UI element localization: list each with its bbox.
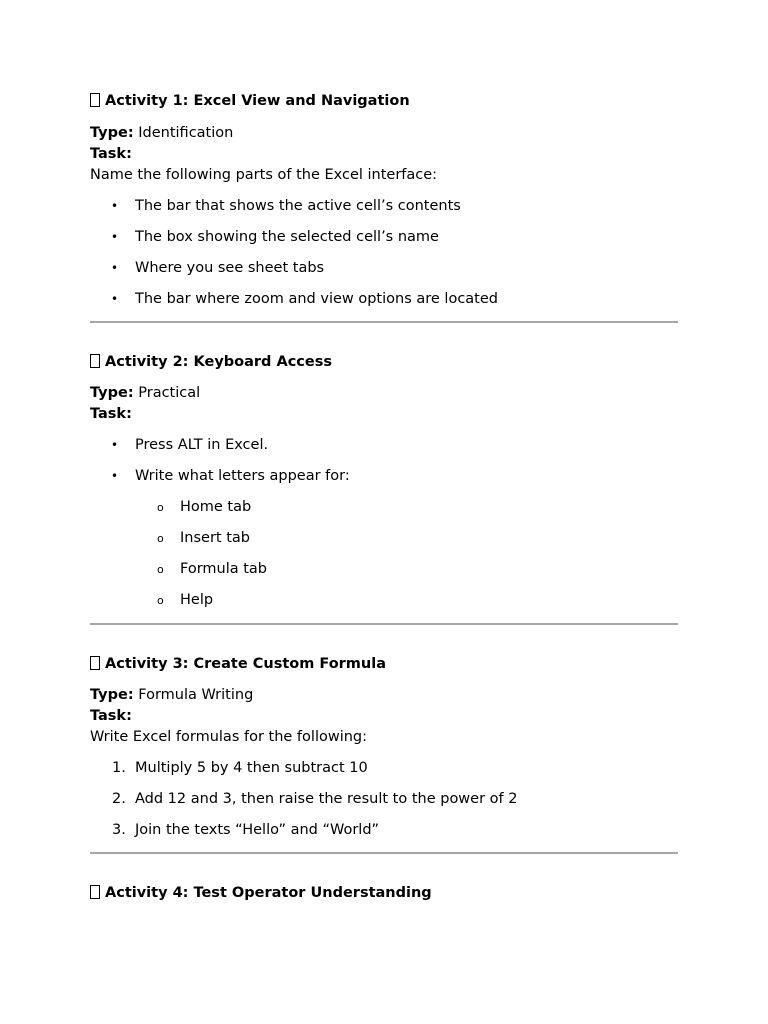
activity-3-task [90,706,678,727]
sub-list-item [90,528,678,559]
section-divider [90,623,678,625]
missing-glyph-icon [90,885,100,899]
task-label: Task: [90,406,132,422]
activity-1-task [90,144,678,165]
list-item [90,820,678,851]
bullet-disc: • [111,292,119,306]
activity-3-title: Activity 3: Create Custom Formula [105,656,386,672]
activity-2-heading [90,352,678,372]
bullet-circle: o [157,563,164,576]
bullet-disc: • [111,199,119,213]
task-label: Task: [90,708,132,724]
list-item-text: Write what letters appear for: [135,468,350,484]
section-divider [90,852,678,854]
activity-1-intro: Name the following parts of the Excel interface: [90,167,438,183]
list-item-text: Where you see sheet tabs [135,260,325,276]
bullet-circle: o [157,532,164,545]
list-item-text: The bar that shows the active cell’s contents [135,198,461,214]
sub-list-item [90,559,678,590]
list-item-number: 3. [112,822,126,838]
activity-3-section [90,654,678,851]
activity-2-title: Activity 2: Keyboard Access [105,354,332,370]
sub-list-item [90,590,678,621]
type-value: Formula Writing [138,687,254,703]
missing-glyph-icon [90,656,100,670]
type-value: Practical [138,385,201,401]
missing-glyph-icon [90,93,100,107]
activity-3-list [90,758,678,851]
bullet-disc: • [111,261,119,275]
activity-1-section [90,91,678,320]
activity-3-type [90,685,678,706]
list-item-text: Press ALT in Excel. [135,437,269,453]
list-item [90,289,678,320]
type-label: Type: [90,385,134,401]
list-item-text: The box showing the selected cell’s name [135,229,439,245]
sub-list-item-text: Formula tab [180,561,268,577]
sub-list-item-text: Home tab [180,499,252,515]
section-divider [90,321,678,323]
activity-3-intro: Write Excel formulas for the following: [90,729,368,745]
task-label: Task: [90,146,132,162]
activity-2-task [90,404,678,425]
sub-list-item [90,497,678,528]
bullet-circle: o [157,501,164,514]
activity-1-heading [90,91,678,111]
activity-2-type [90,383,678,404]
bullet-circle: o [157,594,164,607]
activity-4-section [90,883,678,903]
type-label: Type: [90,687,134,703]
list-item-text: Multiply 5 by 4 then subtract 10 [135,760,368,776]
activity-1-list [90,196,678,320]
activity-4-heading [90,883,678,903]
missing-glyph-icon [90,354,100,368]
list-item-number: 2. [112,791,126,807]
list-item-text: The bar where zoom and view options are located [135,291,498,307]
activity-1-type [90,123,678,144]
activity-2-list [90,435,678,621]
activity-4-title: Activity 4: Test Operator Understanding [105,885,432,901]
list-item-text: Add 12 and 3, then raise the result to the power of 2 [135,791,518,807]
bullet-disc: • [111,469,119,483]
list-item [90,435,678,466]
list-item [90,789,678,820]
type-label: Type: [90,125,134,141]
bullet-disc: • [111,438,119,452]
list-item [90,227,678,258]
activity-2-section [90,352,678,621]
activity-1-title: Activity 1: Excel View and Navigation [105,93,410,109]
list-item-number: 1. [112,760,126,776]
sub-list-item-text: Help [180,592,214,608]
list-item [90,466,678,497]
list-item [90,258,678,289]
list-item [90,196,678,227]
activity-3-heading [90,654,678,674]
list-item [90,758,678,789]
type-value: Identification [138,125,234,141]
sub-list-item-text: Insert tab [180,530,250,546]
list-item-text: Join the texts “Hello” and “World” [135,822,380,838]
bullet-disc: • [111,230,119,244]
